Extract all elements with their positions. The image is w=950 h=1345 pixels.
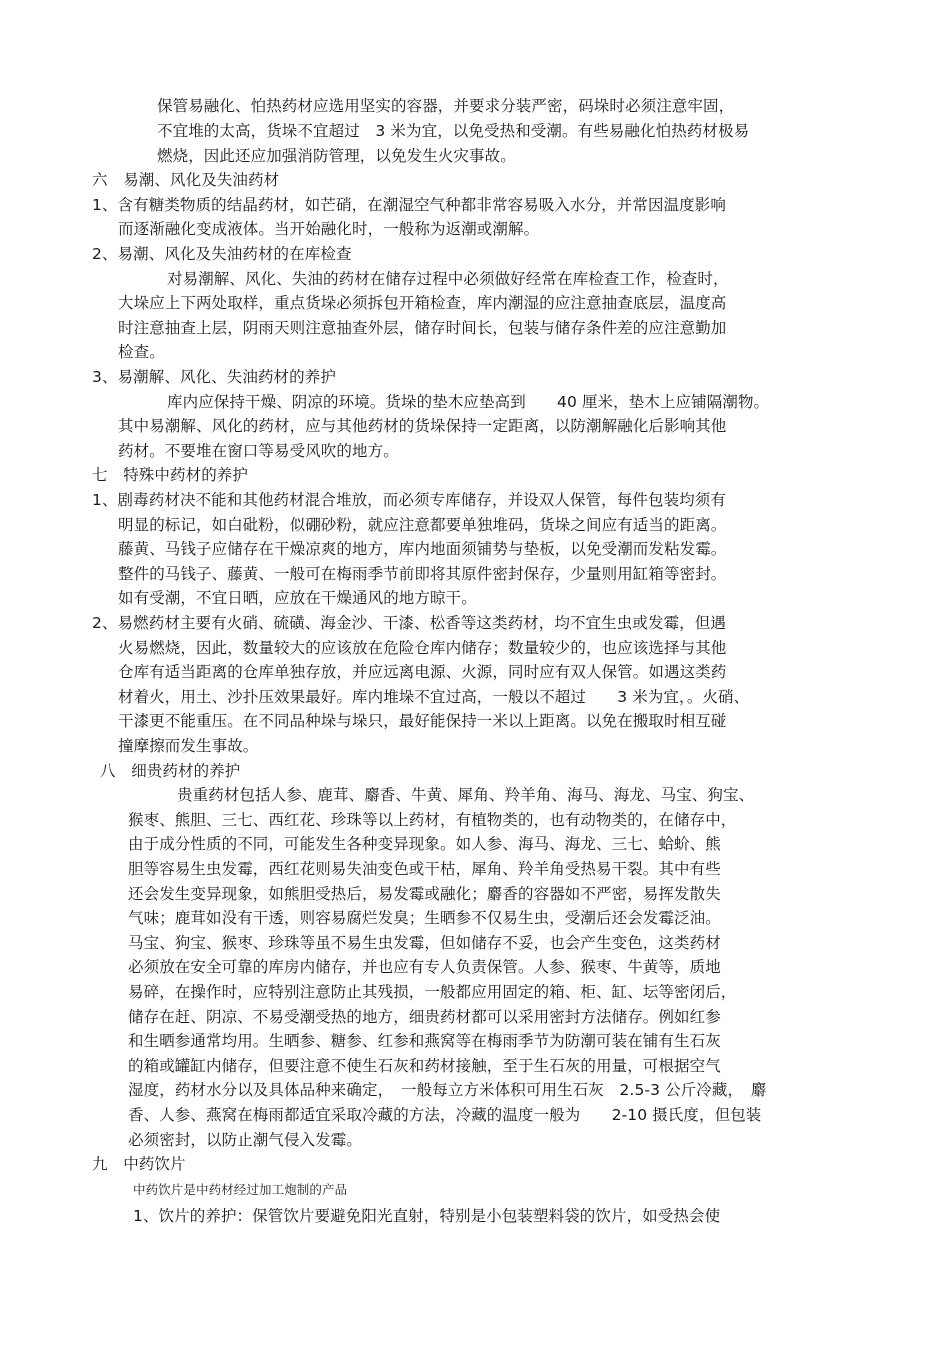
text-line: 气味；鹿茸如没有干透，则容易腐烂发臭；生晒参不仅易生虫，受潮后还会发霉泛油。 <box>128 909 721 927</box>
text-line: 大垛应上下两处取样，重点货垛必须拆包开箱检查，库内潮湿的应注意抽查底层，温度高 <box>118 294 727 312</box>
text-line: 胆等容易生虫发霉，西红花则易失油变色或干枯，犀角、羚羊角受热易干裂。其中有些 <box>128 860 721 878</box>
text-line: 时注意抽查上层，阴雨天则注意抽查外层，储存时间长，包装与储存条件差的应注意勤加 <box>118 319 727 337</box>
text-line: 保管易融化、怕热药材应选用坚实的容器，并要求分装严密，码垛时必须注意牢固， <box>157 97 735 115</box>
text-line: 撞摩擦而发生事故。 <box>118 737 259 755</box>
text-line: 中药饮片是中药材经过加工炮制的产品 <box>133 1182 348 1197</box>
section-heading: 九 中药饮片 <box>92 1155 186 1173</box>
section-heading: 七 特殊中药材的养护 <box>92 466 249 484</box>
text-line: 仓库有适当距离的仓库单独存放，并应远离电源、火源，同时应有双人保管。如遇这类药 <box>118 663 727 681</box>
text-line: 其中易潮解、风化的药材，应与其他药材的货垛保持一定距离，以防潮解融化后影响其他 <box>118 417 727 435</box>
text-line: 燃烧，因此还应加强消防管理，以免发生火灾事故。 <box>157 147 516 165</box>
text-line: 而逐渐融化变成液体。当开始融化时，一般称为返潮或潮解。 <box>118 220 540 238</box>
text-line: 香、人参、燕窝在梅雨都适宜采取冷藏的方法，冷藏的温度一般为 2-10 摄氏度，但包装 <box>128 1106 762 1124</box>
text-line: 湿度，药材水分以及具体品种来确定， 一般每立方米体积可用生石灰 2.5-3 公斤冷藏， 麝 <box>128 1081 767 1099</box>
text-line: 检查。 <box>118 343 165 361</box>
text-line: 贵重药材包括人参、鹿茸、麝香、牛黄、犀角、羚羊角、海马、海龙、马宝、狗宝、 <box>177 786 755 804</box>
text-line: 1、剧毒药材决不能和其他药材混合堆放，而必须专库储存，并设双人保管，每件包装均须有 <box>92 491 726 509</box>
text-line: 的箱或罐缸内储存，但要注意不使生石灰和药材接触，至于生石灰的用量，可根据空气 <box>128 1057 721 1075</box>
text-line: 和生晒参通常均用。生晒参、糖参、红参和燕窝等在梅雨季节为防潮可装在铺有生石灰 <box>128 1032 721 1050</box>
text-line: 2、易燃药材主要有火硝、硫磺、海金沙、干漆、松香等这类药材，均不宜生虫或发霉，但遇 <box>92 614 726 632</box>
text-line: 猴枣、熊胆、三七、西红花、珍珠等以上药材，有植物类的，也有动物类的，在储存中， <box>128 811 737 829</box>
text-line: 藤黄、马钱子应储存在干燥凉爽的地方，库内地面须铺势与垫板，以免受潮而发粘发霉。 <box>118 540 727 558</box>
text-line: 1、饮片的养护：保管饮片要避免阳光直射，特别是小包装塑料袋的饮片，如受热会使 <box>133 1207 721 1225</box>
text-line: 如有受潮，不宜日晒，应放在干燥通风的地方晾干。 <box>118 589 477 607</box>
text-line: 马宝、狗宝、猴枣、珍珠等虽不易生虫发霉，但如储存不妥，也会产生变色，这类药材 <box>128 934 721 952</box>
section-heading: 六 易潮、风化及失油药材 <box>92 171 280 189</box>
subsection-heading: 2、易潮、风化及失油药材的在库检查 <box>92 245 352 263</box>
text-line: 火易燃烧，因此，数量较大的应该放在危险仓库内储存；数量较少的，也应该选择与其他 <box>118 639 727 657</box>
text-line: 库内应保持干燥、阴凉的环境。货垛的垫木应垫高到 40 厘米，垫木上应铺隔潮物。 <box>167 393 770 411</box>
text-line: 易碎，在操作时，应特别注意防止其残损，一般都应用固定的箱、柜、缸、坛等密闭后， <box>128 983 737 1001</box>
section-heading: 八 细贵药材的养护 <box>100 762 241 780</box>
text-line: 整件的马钱子、藤黄、一般可在梅雨季节前即将其原件密封保存，少量则用缸箱等密封。 <box>118 565 727 583</box>
text-line: 1、含有糖类物质的结晶药材，如芒硝，在潮湿空气种都非常容易吸入水分，并常因温度影响 <box>92 196 726 214</box>
text-line: 对易潮解、风化、失油的药材在储存过程中必须做好经常在库检查工作，检查时， <box>167 270 729 288</box>
text-line: 明显的标记，如白砒粉，似硼砂粉，就应注意都要单独堆码，货垛之间应有适当的距离。 <box>118 516 727 534</box>
text-line: 材着火，用土、沙扑压效果最好。库内堆垛不宜过高，一般以不超过 3 米为宜，。火硝、 <box>118 688 750 706</box>
text-line: 药材。不要堆在窗口等易受风吹的地方。 <box>118 442 399 460</box>
text-line: 由于成分性质的不同，可能发生各种变异现象。如人参、海马、海龙、三七、蛤蚧、熊 <box>128 835 721 853</box>
text-line: 不宜堆的太高，货垛不宜超过 3 米为宜，以免受热和受潮。有些易融化怕热药材极易 <box>157 122 750 140</box>
text-line: 必须密封，以防止潮气侵入发霉。 <box>128 1131 363 1149</box>
text-line: 还会发生变异现象，如熊胆受热后，易发霉或融化；麝香的容器如不严密，易挥发散失 <box>128 885 721 903</box>
text-line: 必须放在安全可靠的库房内储存，并也应有专人负责保管。人参、猴枣、牛黄等，质地 <box>128 958 721 976</box>
text-line: 干漆更不能重压。在不同品种垛与垛只，最好能保持一米以上距离。以免在搬取时相互碰 <box>118 712 727 730</box>
text-line: 储存在赶、阴凉、不易受潮受热的地方，细贵药材都可以采用密封方法储存。例如红参 <box>128 1008 721 1026</box>
subsection-heading: 3、易潮解、风化、失油药材的养护 <box>92 368 336 386</box>
